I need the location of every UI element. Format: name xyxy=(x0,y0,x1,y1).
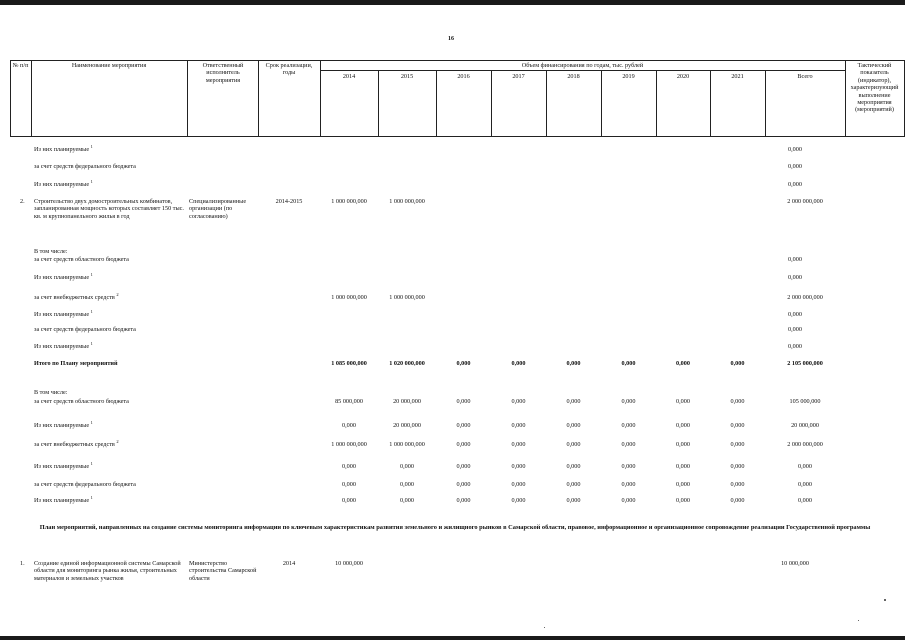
plan-total-2021: 0,000 xyxy=(730,360,745,367)
item2-term: 2014-2015 xyxy=(275,198,303,205)
grid-line xyxy=(31,60,32,137)
row-total: 0,000 xyxy=(788,274,802,281)
row-value: 0,000 xyxy=(730,497,745,504)
header-year-2021: 2021 xyxy=(731,73,744,80)
row-label: за счет средств областного бюджета xyxy=(34,398,129,405)
row-label: Из них планируемые $^1$ xyxy=(34,340,93,350)
row-value: 0,000 xyxy=(566,497,581,504)
row-value: 0,000 xyxy=(798,481,812,488)
row-total: 0,000 xyxy=(788,181,802,188)
plan-total-2018: 0,000 xyxy=(566,360,581,367)
row-value: 0,000 xyxy=(456,463,471,470)
row-label: Из них планируемые $^1$ xyxy=(34,308,93,318)
row-value: 0,000 xyxy=(511,398,526,405)
row-value: 0,000 xyxy=(676,422,690,429)
row-label: Из них планируемые $^1$ xyxy=(34,460,93,470)
plan-breakdown-intro: В том числе: xyxy=(34,389,68,396)
row-value: 0,000 xyxy=(676,497,690,504)
item2-executor: Специализированные организации (по согласованию) xyxy=(189,198,247,220)
row-value: 0,000 xyxy=(566,441,581,448)
row-label: за счет средств федерального бюджета xyxy=(34,481,136,488)
row-value: 105 000,000 xyxy=(789,398,821,405)
row-value: 1 000 000,000 xyxy=(331,441,367,448)
item1-name: Создание единой информационной системы Самарской области для мониторинга рынка жилья, строительных материалов и земельных участков xyxy=(34,560,181,582)
row-label: Из них планируемые $^1$ xyxy=(34,494,93,504)
funding-subheader-line xyxy=(320,70,845,71)
header-year-2020: 2020 xyxy=(676,73,690,80)
row-value: 0,000 xyxy=(621,463,636,470)
row-value: 0,000 xyxy=(621,398,636,405)
row-value: 0,000 xyxy=(730,422,745,429)
row-value: 0,000 xyxy=(798,463,812,470)
row-value: 0,000 xyxy=(511,463,526,470)
header-funding: Объем финансирования по годам, тыс. рублей xyxy=(521,62,644,69)
scan-speck xyxy=(858,620,859,621)
row-value: 0,000 xyxy=(456,441,471,448)
row-value: 0,000 xyxy=(400,497,414,504)
row-value: 0,000 xyxy=(730,441,745,448)
row-value: 0,000 xyxy=(566,481,581,488)
row-value: 0,000 xyxy=(621,497,636,504)
item1-executor: Министерство строительства Самарской области xyxy=(189,560,257,582)
row-total: 0,000 xyxy=(788,343,802,350)
row-total: 0,000 xyxy=(788,326,802,333)
row-value: 0,000 xyxy=(342,497,356,504)
row-value: 0,000 xyxy=(621,481,636,488)
row-value: 0,000 xyxy=(676,398,690,405)
header-name: Наименование мероприятия xyxy=(71,62,147,69)
row-value: 20 000,000 xyxy=(393,422,421,429)
header-total: Всего xyxy=(797,73,813,80)
top-scan-border xyxy=(0,0,905,5)
row-value: 0,000 xyxy=(400,481,414,488)
header-year-2014: 2014 xyxy=(342,73,356,80)
row-label: за счет внебюджетных средств $^2$ xyxy=(34,291,119,301)
item1-total: 10 000,000 xyxy=(781,560,809,567)
row-value: 0,000 xyxy=(342,422,356,429)
grid-line xyxy=(187,60,188,137)
row-2015: 1 000 000,000 xyxy=(389,294,425,301)
row-value: 0,000 xyxy=(511,441,526,448)
item1-term: 2014 xyxy=(282,560,296,567)
row-value: 0,000 xyxy=(566,422,581,429)
grid-line xyxy=(258,60,259,137)
row-2014: 1 000 000,000 xyxy=(331,294,367,301)
header-year-2018: 2018 xyxy=(567,73,580,80)
row-total: 0,000 xyxy=(788,146,802,153)
plan-total-2020: 0,000 xyxy=(676,360,690,367)
grid-line xyxy=(10,60,11,137)
item1-2014: 10 000,000 xyxy=(335,560,363,567)
row-value: 0,000 xyxy=(342,463,356,470)
header-term: Срок реализации, годы xyxy=(265,62,313,77)
row-value: 0,000 xyxy=(566,398,581,405)
row-value: 0,000 xyxy=(676,481,690,488)
row-label: Из них планируемые $^1$ xyxy=(34,178,93,188)
row-total: 0,000 xyxy=(788,311,802,318)
row-value: 0,000 xyxy=(456,497,471,504)
header-year-2017: 2017 xyxy=(512,73,525,80)
item2-breakdown-intro: В том числе: xyxy=(34,248,68,255)
row-label: Из них планируемые $^1$ xyxy=(34,271,93,281)
header-year-2015: 2015 xyxy=(400,73,414,80)
row-value: 85 000,000 xyxy=(335,398,363,405)
row-value: 0,000 xyxy=(511,422,526,429)
row-value: 0,000 xyxy=(676,441,690,448)
row-value: 0,000 xyxy=(511,481,526,488)
item1-num: 1. xyxy=(20,560,25,567)
row-value: 0,000 xyxy=(400,463,414,470)
row-label: за счет внебюджетных средств $^2$ xyxy=(34,438,119,448)
row-total: 0,000 xyxy=(788,256,802,263)
header-executor: Ответственный исполнитель мероприятия xyxy=(202,62,244,84)
row-label: за счет средств федерального бюджета xyxy=(34,163,136,170)
header-indicator: Тактический показатель (индикатор), характеризующий выполнение мероприятия (мероприятий) xyxy=(850,62,899,114)
row-value: 0,000 xyxy=(456,422,471,429)
plan-total-2015: 1 020 000,000 xyxy=(389,360,425,367)
row-total: 2 000 000,000 xyxy=(787,294,823,301)
header-num: № п/п xyxy=(12,62,29,69)
row-label: за счет средств областного бюджета xyxy=(34,256,129,263)
row-label: Из них планируемые $^1$ xyxy=(34,143,93,153)
plan-total-2016: 0,000 xyxy=(456,360,471,367)
row-value: 0,000 xyxy=(798,497,812,504)
row-value: 0,000 xyxy=(456,398,471,405)
plan-total-all: 2 105 000,000 xyxy=(787,360,823,367)
header-bottom-line xyxy=(10,136,905,137)
row-value: 0,000 xyxy=(730,398,745,405)
plan-total-label: Итого по Плану мероприятий xyxy=(34,360,118,367)
item2-2015: 1 000 000,000 xyxy=(389,198,425,205)
row-value: 0,000 xyxy=(621,422,636,429)
section-title: План мероприятий, направленных на создание системы мониторинга информации по ключевым характеристикам развития земельного и жилищного рынков в Самарской области, правовое, информационное и организационное сопровождение реализации Государственной программы xyxy=(39,524,871,531)
item2-total: 2 000 000,000 xyxy=(787,198,823,205)
row-value: 0,000 xyxy=(621,441,636,448)
row-label: за счет средств федерального бюджета xyxy=(34,326,136,333)
header-year-2019: 2019 xyxy=(622,73,635,80)
row-value: 0,000 xyxy=(566,463,581,470)
row-value: 0,000 xyxy=(342,481,356,488)
row-value: 0,000 xyxy=(730,481,745,488)
scan-speck xyxy=(884,599,886,601)
row-value: 1 000 000,000 xyxy=(389,441,425,448)
grid-line xyxy=(320,60,321,137)
row-value: 2 000 000,000 xyxy=(787,441,823,448)
item2-2014: 1 000 000,000 xyxy=(331,198,367,205)
plan-total-2014: 1 085 000,000 xyxy=(331,360,367,367)
row-value: 0,000 xyxy=(676,463,690,470)
row-value: 0,000 xyxy=(456,481,471,488)
row-value: 20 000,000 xyxy=(393,398,421,405)
item2-num: 2. xyxy=(20,198,25,205)
header-top-line xyxy=(10,60,905,61)
row-total: 0,000 xyxy=(788,163,802,170)
row-value: 20 000,000 xyxy=(791,422,819,429)
row-label: Из них планируемые $^1$ xyxy=(34,419,93,429)
page-number: 16 xyxy=(448,36,454,42)
row-value: 0,000 xyxy=(511,497,526,504)
item2-name: Строительство двух домостроительных комбинатов, запланированная мощность которых составляет 150 тыс. кв. м крупнопанельного жилья в год xyxy=(34,198,184,220)
plan-total-2019: 0,000 xyxy=(621,360,636,367)
plan-total-2017: 0,000 xyxy=(511,360,526,367)
header-year-2016: 2016 xyxy=(457,73,470,80)
scan-speck xyxy=(544,627,545,628)
bottom-scan-border xyxy=(0,636,905,640)
row-value: 0,000 xyxy=(730,463,745,470)
